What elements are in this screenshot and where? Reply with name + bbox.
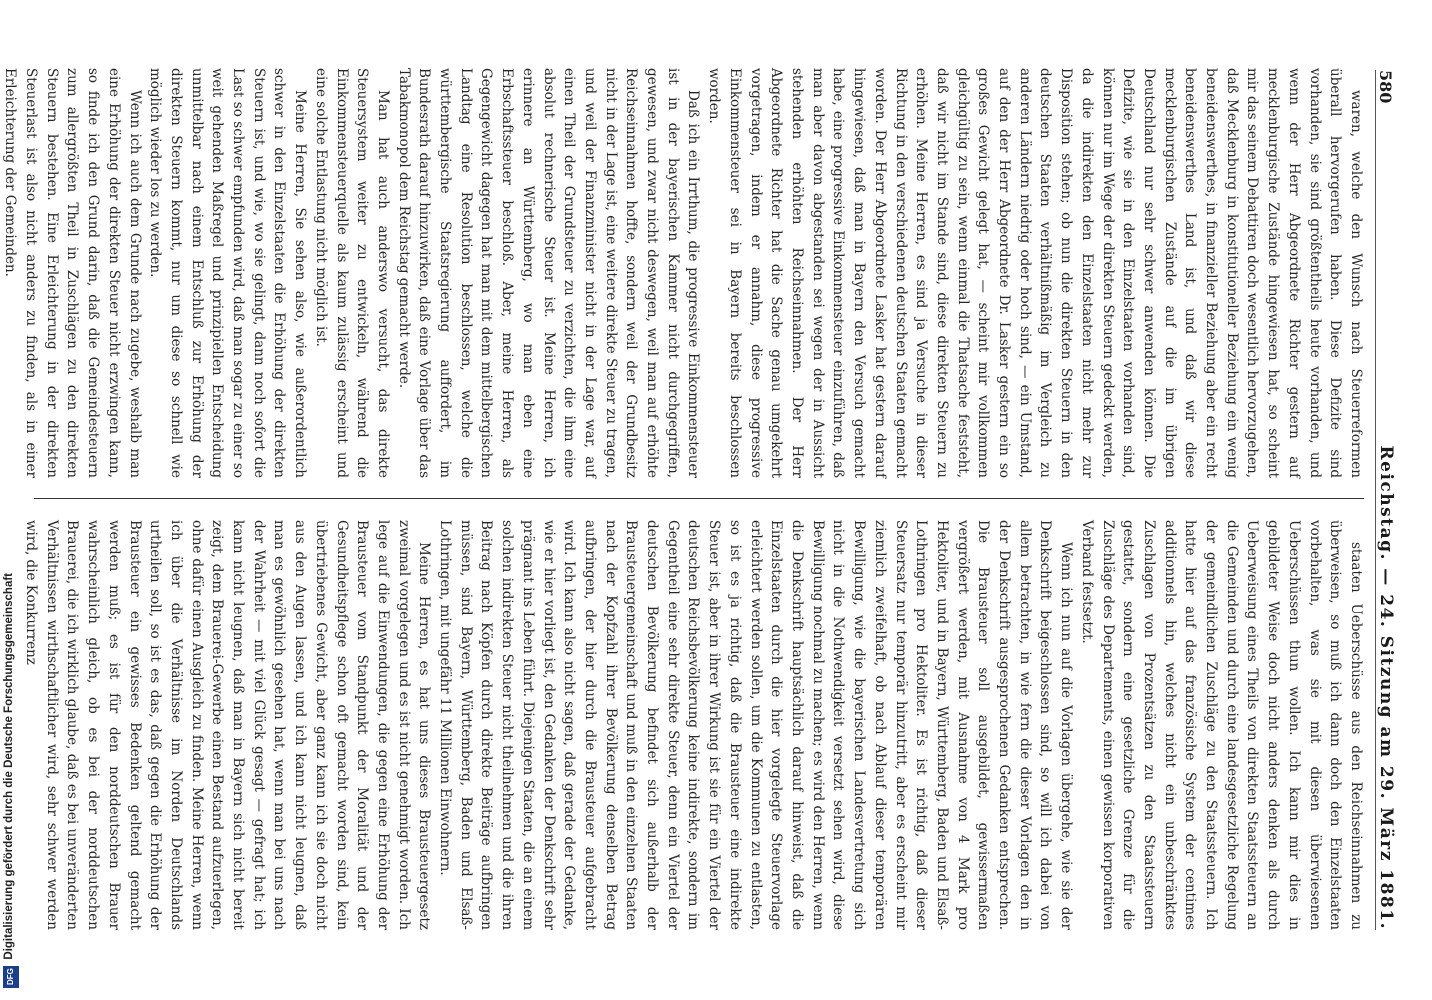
digitization-credit: Digitalisierung gefördert durch die Deutsche Forschungsgemeinschaft [3, 573, 15, 960]
paragraph: waren, welche den Wunsch nach Steuerreformen überall hervorgerufen haben. Diese Defizite sind vorhanden, sie sind größtentheils heute vorhanden, und wenn der Herr Abgeordnete Richter gestern auf mecklenburgische Zustände hingewiesen hat, so scheint mir das seinem Debattiren doch wesentlich hervorzugehen, daß Mecklenburg in konstitutioneller Beziehung ein wenig beneidenswerthes, in finanzieller Beziehung aber ein recht beneidenswerthes Land ist, und daß wir diese mecklenburgischen Zustände auf die im übrigen Deutschland nur sehr schwer anwenden können. Die Defizite, wie sie in den Einzelstaaten vorhanden sind, können nur im Wege der direkten Steuern gedeckt werden, da die indirekten den Einzelstaaten nicht mehr zur Disposition stehen; ob nun die direkten Steuern in den deutschen Staaten verhältnißmäßig im Vergleich zu anderen Ländern niedrig oder hoch sind, — ein Umstand, auf den der Herr Abgeordnete Dr. Lasker gestern ein so großes Gewicht gelegt hat, — scheint mir vollkommen gleichgültig zu sein, wenn einmal die Thatsache feststeht, daß wir nicht im Stande sind, diese direkten Steuern zu erhöhen. Meine Herren, es sind ja Versuche in dieser Richtung in den verschiedenen deutschen Staaten gemacht worden. Der Herr Abgeordnete Lasker hat gestern darauf hingewiesen, daß man in Bayern den Versuch gemacht habe, eine progressive Einkommensteuer einzuführen, daß man aber davon abgestanden sei wegen der in Aussicht stehenden erhöhten Reichseinnahmen. Der Herr Abgeordnete Richter hat die Sache genau umgekehrt vorgetragen, indem er annahm, diese progressive Einkommensteuer sei in Bayern bereits beschlossen worden. [706, 68, 1364, 478]
paragraph: Meine Herren, es hat uns dieses Brausteuergesetz zweimal vorgelegen und es ist nicht genehmigt worden. Ich lege auf die Einwendungen, die gegen eine Erhöhung der Brausteuer vom Standpunkt der Moralität und der Gesundheitspflege schon oft gemacht worden sind, kein übertriebenes Gewicht, aber ganz kann ich sie doch nicht aus den Augen lassen, und ich kann nicht leugnen, daß man es gewöhnlich gesehen hat, wenn man bei uns nach der Wahrheit — mit viel Glück gesagt — gefragt hat; ich kann nicht leugnen, daß man in Bayern sich nicht bereit zeigt, dem Brauerei-Gewerbe einen Bestand aufzuerlegen, ohne dafür einen Ausgleich zu finden. Meine Herren, wenn ich über die Verhältnisse im Norden Deutschlands urtheilen soll, so ist es das, daß gegen die Erhöhung der Brausteuer ein gewisses Bedenken geltend gemacht werden muß; es ist für den norddeutschen Brauer wahrscheinlich gleich, ob es bei der norddeutschen Brauerei, die ich wirklich glaube, daß es bei unveränderten Verhältnissen wirthschaftlicher wird, sehr schwer werden wird, die Konkurrenz [23, 520, 433, 930]
text-column-left [2, 68, 1366, 478]
paragraph: Wenn ich nun auf die Vorlagen übergehe, wie sie der Denkschrift beigeschlossen sind, so will ich dabei von allem betrachten, in wie fern die dieser Vorlagen den in der Denkschrift ausgesprochenen Gedanken entsprechen. Die Brausteuer soll ausgebildet, gewissermaßen vergrößert werden, mit Ausnahme von 4 Mark pro Hektoliter, und in Bayern, Württemberg, Baden und Elsaß-Lothringen pro Hektoliter. Es ist richtig, daß dieser Steuersatz nur temporär hinzutritt, aber es erscheint mir ziemlich zweifelhaft, ob nach Ablauf dieser temporären Bewilligung, wie die bayerischen Landesvertretung sich nicht in die Nothwendigkeit versetzt sehen wird, diese Bewilligung nochmal zu machen; es wird den Herren, wenn die Denkschrift hauptsächlich darauf hinweist, daß die Einzelstaaten durch die hier vorgelegte Steuervorlage erleichtert werden sollen, um die Kommunen zu entlasten, so ist es ja richtig, daß die Brausteuer eine indirekte Steuer ist, aber in ihrer Wirkung ist sie für ein Viertel der deutschen Reichsbevölkerung keine indirekte, sondern im Gegentheil eine sehr direkte Steuer, denn ein Viertel der deutschen Bevölkerung befindet sich außerhalb der Brausteuergemeinschaft und muß in den einzelnen Staaten nach der Kopfzahl ihrer Bevölkerung denselben Betrag aufbringen, der hier durch die Brausteuer aufgebracht wird. Ich kann also nicht sagen, daß gerade der Gedanke, wie er hier vorliegt ist, den Gedanken der Denkschrift sehr prägnant ins Leben führt. Diejenigen Staaten, die an einem solchen indirekten Steuer nicht theilnehmen und die ihren Beitrag nach Köpfen durch direkte Beiträge aufbringen müssen, sind Bayern, Württemberg, Baden und Elsaß-Lothringen, mit ungefähr 11 Millionen Einwohnern. [437, 520, 1075, 930]
column-divider [34, 498, 1364, 499]
paragraph: staaten Ueberschüsse aus den Reichseinnahmen zu überweisen, so muß ich dann doch den Einzelstaaten vorbehalten, was sie mit diesen überwiesenen Ueberschüssen thun wollen. Ich kann mir dies in gebildeter Weise doch nicht anders denken als durch Ueberweisung eines Theils von direkten Staatssteuern an die Gemeinden und durch eine landesgesetzliche Regelung der gemeindlichen Zuschläge zu den Staatssteuern. Ich hatte hier auf das französische System der centimes additionnels hin, welches nicht ein unbeschränktes Zuschlagen von Prozentsätzen zu den Staatssteuern gestattet, sondern eine gesetzliche Grenze für die Zuschläge des Departements, einen gewissen korporativen Verband festsetzt. [1078, 520, 1364, 930]
page-header [1375, 70, 1410, 930]
digitization-footer [0, 0, 22, 1000]
paragraph: Meine Herren, Sie sehen also, wie außerordentlich schwer in den Einzelstaaten die Erhöhung der direkten Steuern ist, und wie, wo sie gelingt, dann noch sofort die Last so schwer empfunden wird, daß man sogar zu einer so weit gehenden Maßregel und prinzipiellen Entscheidung unmittelbar nach einem Entschluß zur Erhöhung der direkten Steuern kommt, nur um diese so schnell wie möglich wieder los zu werden. [147, 68, 309, 478]
page-number: 580 [1376, 70, 1395, 104]
paragraph: Wenn ich auch dem Grunde nach zugebe, weshalb man eine Erhöhung der direkten Steuer nicht erzwingen kann, so finde ich den Grund darin, daß die Gemeindesteuern zum allergrößten Theil in Zuschlägen zu den direkten Steuern bestehen. Eine Erleichterung in der direkten Steuerlast ist also nicht anders zu finden, als in einer Erleichterung der Gemeinden. [2, 68, 143, 478]
text-column-right [23, 520, 1366, 930]
paragraph: Man hat auch anderswo versucht, das direkte Steuersystem weiter zu entwickeln, während die Einkommensteuerquelle als kaum zulässig erscheint und eine solche Entlastung nicht möglich ist. [312, 68, 391, 478]
dfg-logo: DFG [3, 966, 19, 988]
paragraph: Daß ich ein Irrthum, die progressive Einkommensteuer ist in der bayerischen Kammer nicht durchgegriffen, gewesen, und zwar nicht deswegen, weil man auf erhöhte Reichseinnahmen hoffte, sondern weil der Grundbesitz nicht in der Lage ist, eine weitere direkte Steuer zu tragen, und weil der Finanzminister nicht in der Lage war, auf einen Theil der Grundsteuer zu verzichten, die ihm eine absolut rechnerische Steuer ist. Meine Herren, ich erinnere an Württemberg, wo man eben eine Erbschaftssteuer beschloß. Aber, meine Herren, als Gegengewicht dagegen hat man mit dem mittelbergischen Landtag eine Resolution beschlossen, welche die württembergische Staatsregierung auffordert, im Bundesrath darauf hinzuwirken, daß eine Vorlage über das Tabakmonopol dem Reichstag gemacht werde. [395, 68, 702, 478]
running-title: Reichstag. — 24. Sitzung am 29. März 1881. [1376, 445, 1396, 930]
